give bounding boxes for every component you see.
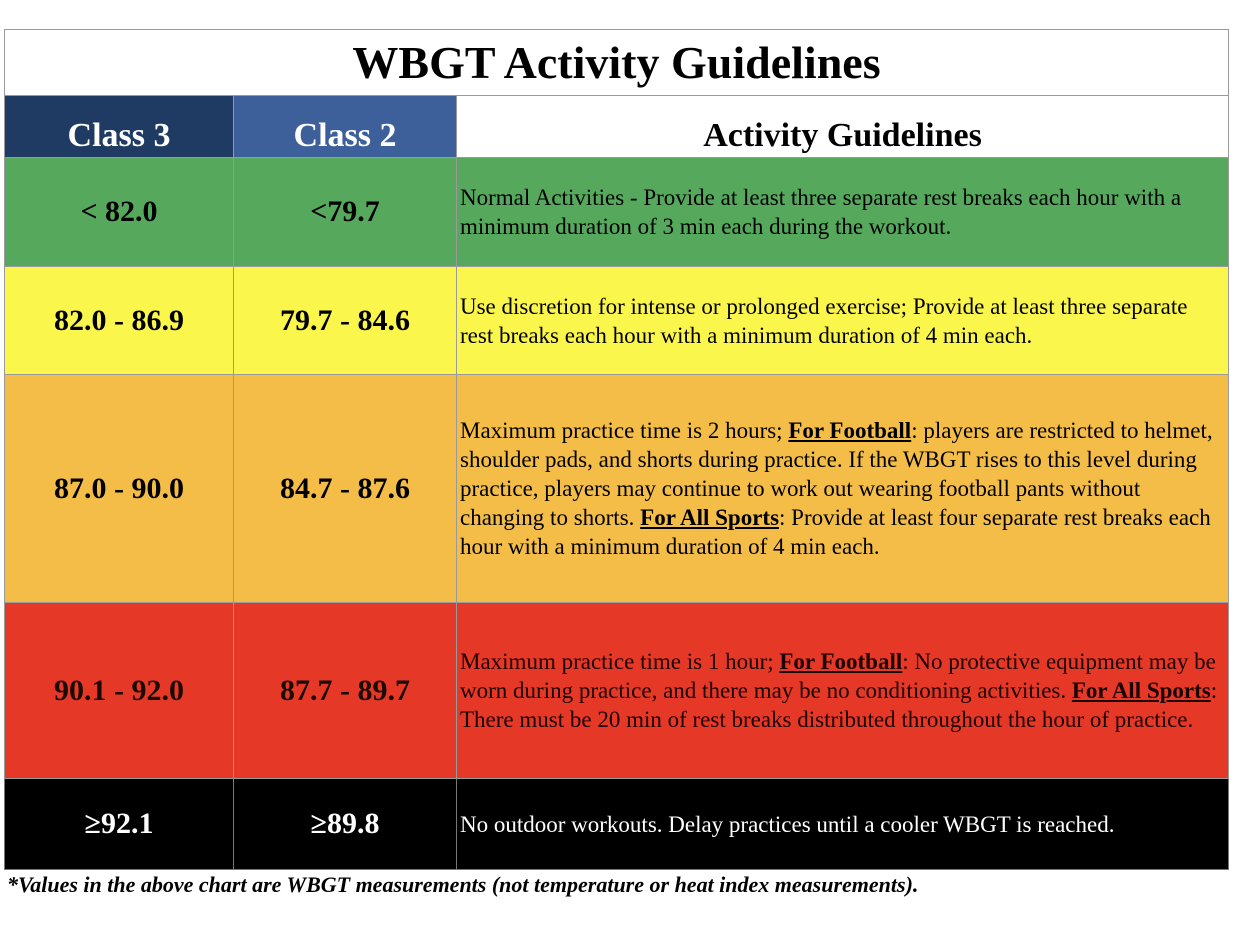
for-football-label: For Football [788,418,912,443]
guideline-text: : There must be 20 min of rest breaks distributed throughout the hour of practice. [460,678,1218,732]
class-2-value: 79.7 - 84.6 [234,267,457,375]
header-class-2 [234,96,457,158]
guideline-text: : No protective equipment may be worn during practice, and there may be no conditioning activities. [460,649,1216,703]
header-row [5,96,1229,158]
header-class-3-label: Class 3 [67,117,171,154]
header-activity-guidelines [457,96,1229,158]
table-row-black [5,779,1229,870]
class-3-value: 90.1 - 92.0 [5,603,234,779]
activity-guideline: Use discretion for intense or prolonged exercise; Provide at least three separate rest breaks each hour with a minimum duration of 4 min each. [457,267,1229,375]
header-class-3 [5,96,234,158]
table-row-yellow [5,267,1229,375]
guideline-text: : Provide at least four separate rest breaks each hour with a minimum duration of 4 min each. [460,505,1211,559]
for-football-label: For Football [779,649,903,674]
page-title: WBGT Activity Guidelines [5,30,1229,96]
header-class-2-label: Class 2 [293,117,397,154]
activity-guideline [457,603,1229,779]
title-row [5,30,1229,96]
activity-guideline: Normal Activities - Provide at least three separate rest breaks each hour with a minimum duration of 3 min each during the workout. [457,158,1229,267]
for-all-sports-label: For All Sports [1071,678,1211,703]
table-row-green [5,158,1229,267]
class-2-value: 87.7 - 89.7 [234,603,457,779]
activity-guideline [457,375,1229,603]
footnote: *Values in the above chart are WBGT measurements (not temperature or heat index measurements). [7,872,919,897]
guideline-text: Maximum practice time is 1 hour; [460,649,780,674]
table-row-red [5,603,1229,779]
class-3-value: 87.0 - 90.0 [5,375,234,603]
class-3-value: 82.0 - 86.9 [5,267,234,375]
header-activity-label: Activity Guidelines [703,117,982,154]
activity-guideline: No outdoor workouts. Delay practices until a cooler WBGT is reached. [457,779,1229,870]
class-3-value: ≥92.1 [5,779,234,870]
wbgt-guidelines-table [4,29,1229,870]
guideline-text: : players are restricted to helmet, shoulder pads, and shorts during practice. If the WBGT rises to this level during practice, players may continue to work out wearing football pants without changing to shorts. [460,418,1213,530]
for-all-sports-label: For All Sports [640,505,780,530]
class-2-value: 84.7 - 87.6 [234,375,457,603]
class-3-value: < 82.0 [5,158,234,267]
guideline-text: Maximum practice time is 2 hours; [460,418,789,443]
table-row-orange [5,375,1229,603]
class-2-value: ≥89.8 [234,779,457,870]
class-2-value: <79.7 [234,158,457,267]
